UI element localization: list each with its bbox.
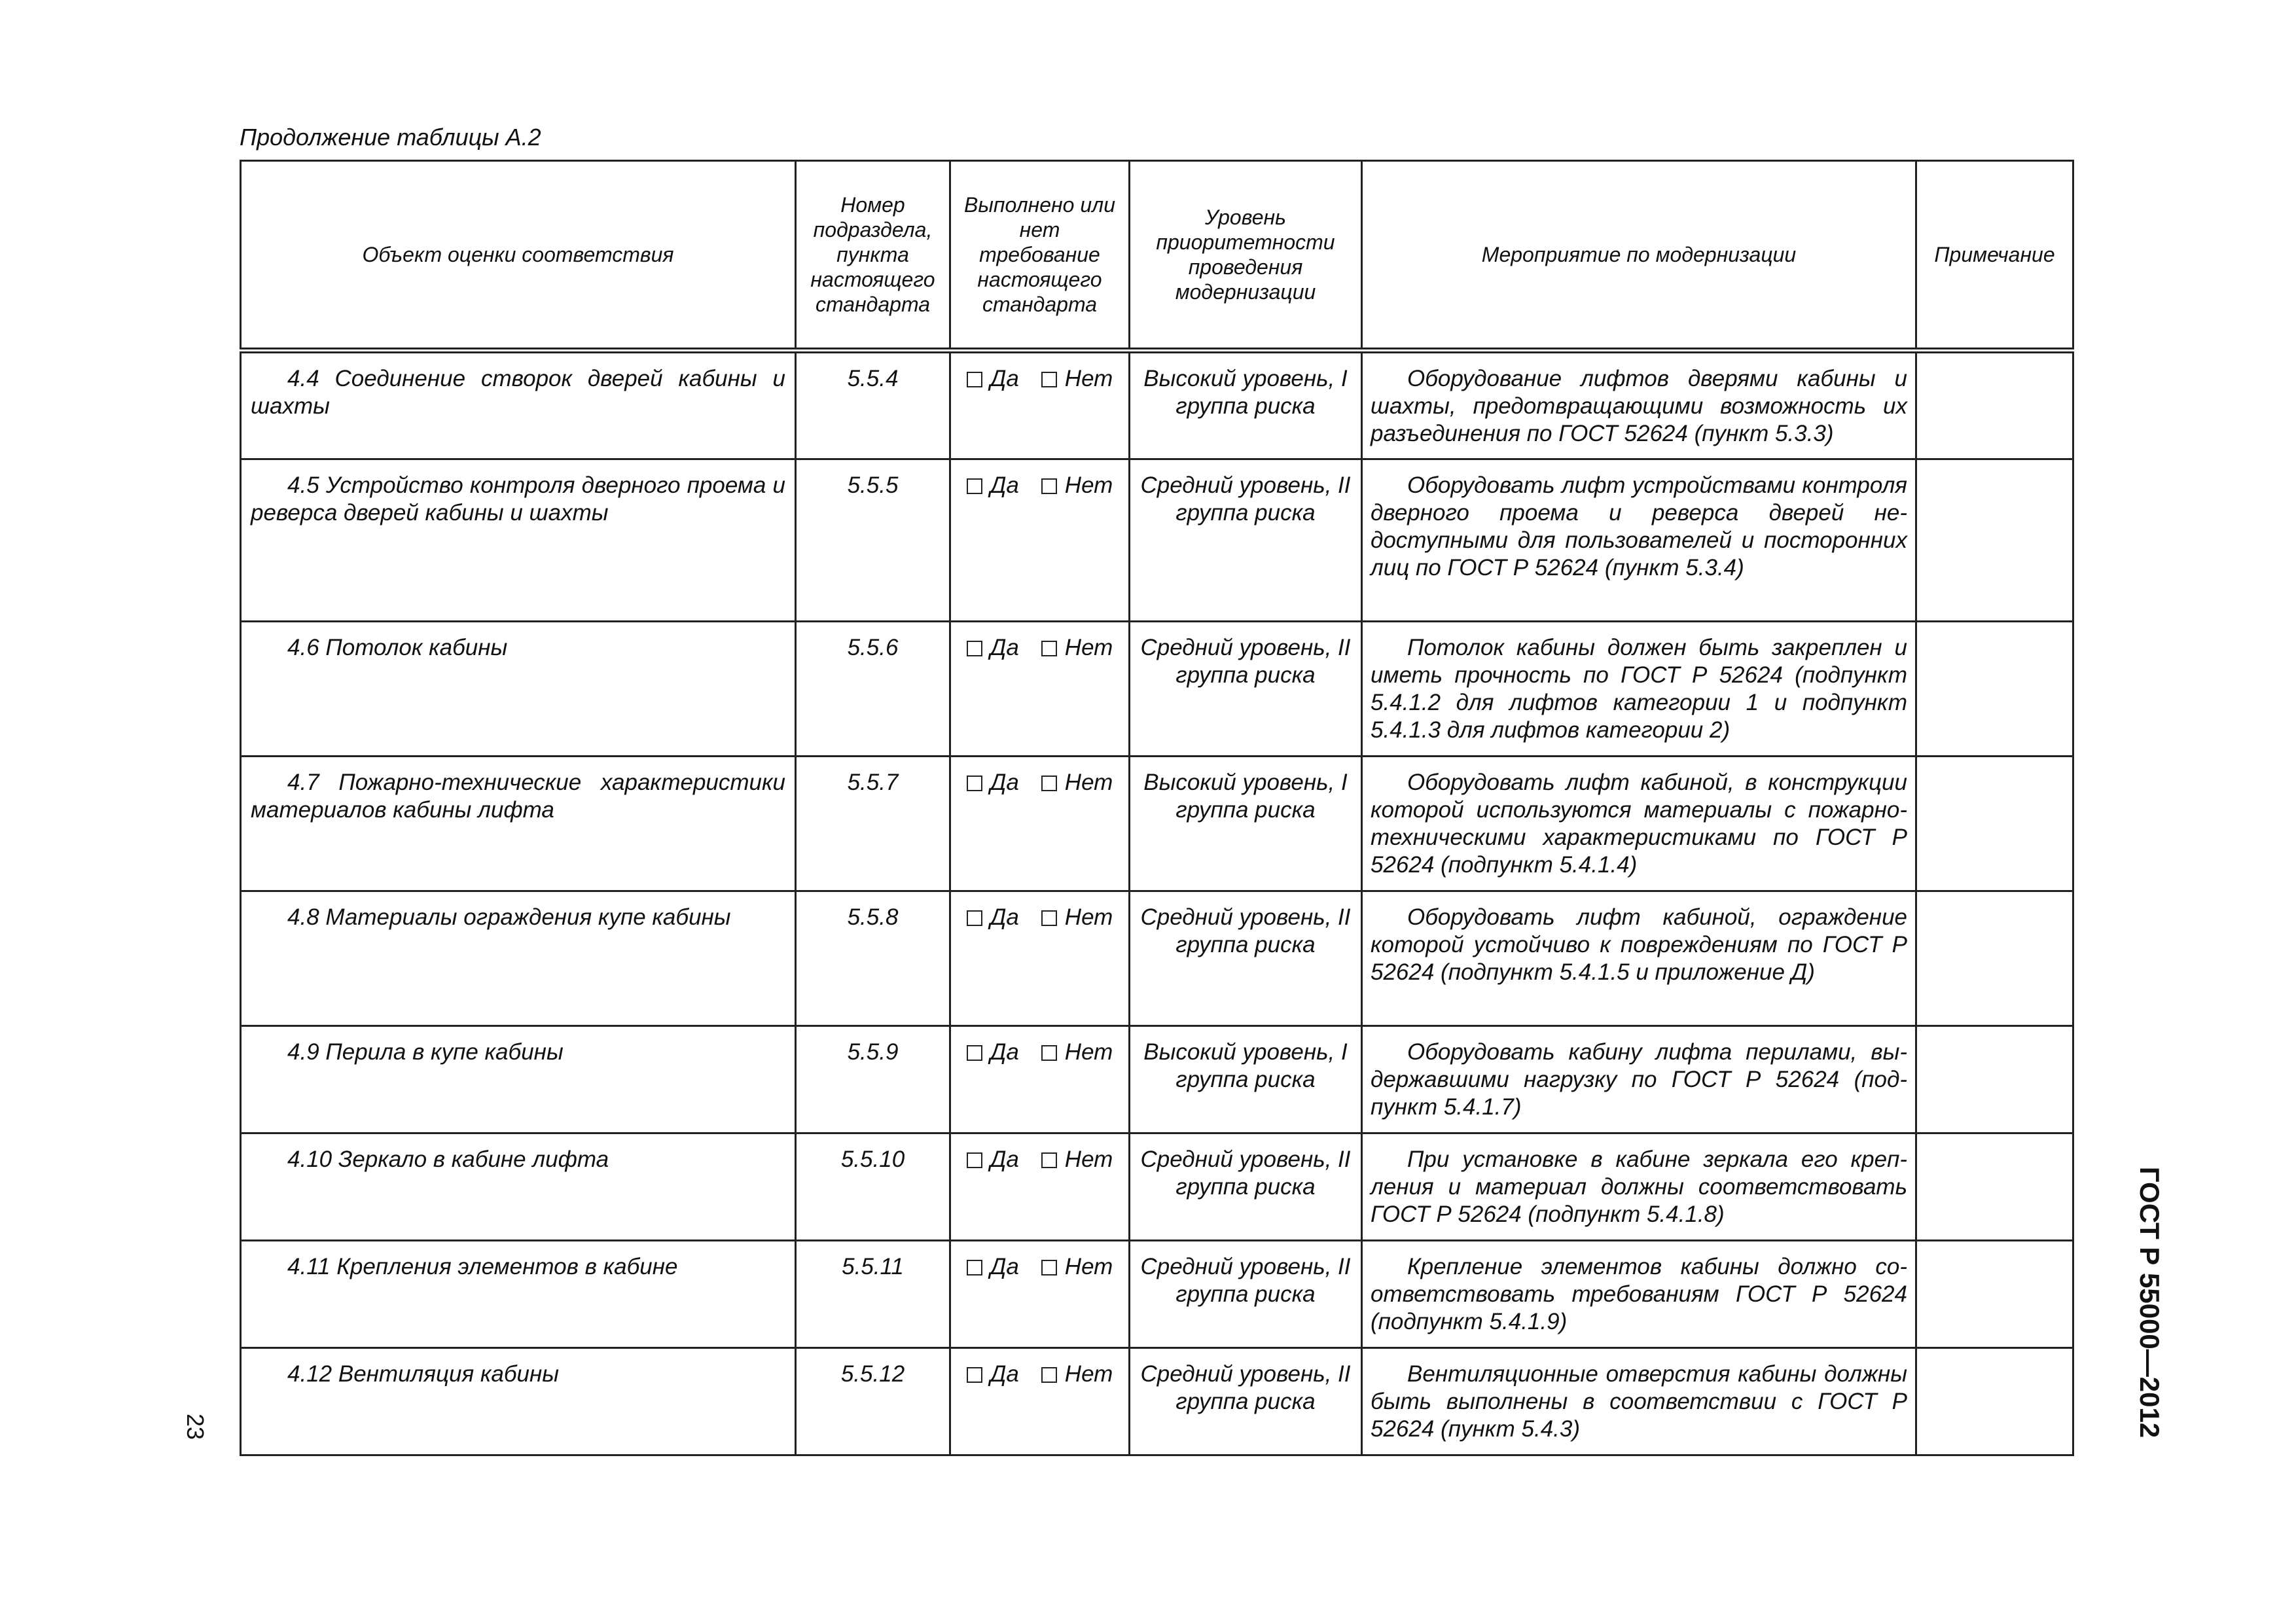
level-cell: Средний уровень, II группа риска: [1130, 1241, 1362, 1348]
option-yes[interactable]: [967, 904, 1019, 930]
option-no-label: Нет: [1064, 904, 1113, 930]
option-yes-label: Да: [990, 904, 1019, 930]
level-cell: Средний уровень, II группа риска: [1130, 1348, 1362, 1455]
object-cell: [241, 1241, 796, 1348]
measure-cell: [1362, 1133, 1916, 1241]
option-no[interactable]: [1041, 904, 1113, 930]
done-cell: [950, 1026, 1130, 1133]
done-cell: [950, 757, 1130, 891]
option-yes[interactable]: [967, 1361, 1019, 1387]
checkbox-yes[interactable]: [967, 910, 982, 926]
table-row: [241, 1241, 2073, 1348]
level-cell: Высокий уровень, I группа риска: [1130, 351, 1362, 459]
assessment-table: [240, 160, 2072, 1456]
section-cell: 5.5.7: [796, 757, 950, 891]
level-cell: Средний уровень, II группа риска: [1130, 1133, 1362, 1241]
checkbox-no[interactable]: [1041, 1045, 1057, 1061]
object-cell: [241, 351, 796, 459]
checkbox-no[interactable]: [1041, 910, 1057, 926]
measure-text: Оборудование лифтов дверями кабины и шахты, предотвращающими возможность их разъединения по ГОСТ 52624 (пункт 5.3.3): [1371, 366, 1907, 446]
checkbox-yes[interactable]: [967, 1045, 982, 1061]
measure-cell: [1362, 757, 1916, 891]
option-yes-label: Да: [990, 1361, 1019, 1387]
option-no-label: Нет: [1064, 366, 1113, 391]
option-yes-label: Да: [990, 366, 1019, 391]
option-no[interactable]: [1041, 473, 1113, 498]
table-row: [241, 757, 2073, 891]
option-yes[interactable]: [967, 770, 1019, 795]
option-no-label: Нет: [1064, 1147, 1113, 1172]
level-cell: Средний уровень, II группа риска: [1130, 891, 1362, 1026]
level-cell: Средний уровень, II группа риска: [1130, 622, 1362, 757]
measure-cell: [1362, 1348, 1916, 1455]
table-row: [241, 1348, 2073, 1455]
note-cell: [1916, 351, 2073, 459]
done-cell: [950, 891, 1130, 1026]
level-cell: Высокий уровень, I группа риска: [1130, 757, 1362, 891]
object-cell: [241, 459, 796, 622]
table-row: [241, 1133, 2073, 1241]
object-text: 4.12 Вентиляция кабины: [287, 1361, 560, 1387]
option-no[interactable]: [1041, 1039, 1113, 1065]
header-note: Примечание: [1916, 161, 2073, 351]
done-cell: [950, 1133, 1130, 1241]
option-yes[interactable]: [967, 366, 1019, 391]
checkbox-yes[interactable]: [967, 478, 982, 494]
note-cell: [1916, 1241, 2073, 1348]
section-cell: 5.5.9: [796, 1026, 950, 1133]
option-yes[interactable]: [967, 635, 1019, 660]
measure-cell: [1362, 351, 1916, 459]
checkbox-yes[interactable]: [967, 1260, 982, 1275]
object-text: 4.6 Потолок кабины: [287, 635, 508, 660]
measure-text: Вентиляционные отверстия кабины должны быть выполнены в соответствии с ГОСТ Р 52624 (пункт 5.4.3): [1371, 1361, 1907, 1442]
checkbox-no[interactable]: [1041, 1152, 1057, 1168]
object-text: 4.7 Пожарно-технические характеристики материалов кабины лифта: [251, 770, 785, 823]
option-no[interactable]: [1041, 1147, 1113, 1172]
table-row: [241, 459, 2073, 622]
option-yes[interactable]: [967, 1254, 1019, 1279]
object-cell: [241, 1133, 796, 1241]
section-cell: 5.5.11: [796, 1241, 950, 1348]
level-cell: Средний уровень, II группа риска: [1130, 459, 1362, 622]
done-cell: [950, 1348, 1130, 1455]
option-no-label: Нет: [1064, 770, 1113, 795]
object-text: 4.9 Перила в купе кабины: [287, 1039, 564, 1065]
option-no-label: Нет: [1064, 1254, 1113, 1279]
section-cell: 5.5.12: [796, 1348, 950, 1455]
done-cell: [950, 459, 1130, 622]
measure-text: Оборудовать кабину лифта перилами, выдержавшими нагрузку по ГОСТ Р 52624 (подпункт 5.4.1.7): [1371, 1039, 1907, 1120]
measure-cell: [1362, 622, 1916, 757]
option-yes-label: Да: [990, 1147, 1019, 1172]
measure-cell: [1362, 1241, 1916, 1348]
object-text: 4.8 Материалы ограждения купе кабины: [287, 904, 731, 930]
note-cell: [1916, 622, 2073, 757]
note-cell: [1916, 757, 2073, 891]
measure-text: Оборудовать лифт кабиной, ограждение которой устойчиво к повреждениям по ГОСТ Р 52624 (подпункт 5.4.1.5 и приложение Д): [1371, 904, 1907, 985]
object-cell: [241, 891, 796, 1026]
checkbox-no[interactable]: [1041, 1260, 1057, 1275]
section-cell: 5.5.4: [796, 351, 950, 459]
document-code-text: ГОСТ Р 55000—2012: [2134, 1166, 2165, 1438]
done-cell: [950, 622, 1130, 757]
page-number: [182, 1407, 208, 1446]
table-caption: Продолжение таблицы А.2: [240, 124, 541, 151]
option-no-label: Нет: [1064, 635, 1113, 660]
option-no-label: Нет: [1064, 1039, 1113, 1065]
option-yes-label: Да: [990, 473, 1019, 498]
table-row: [241, 351, 2073, 459]
object-cell: [241, 1348, 796, 1455]
measure-text: Оборудовать лифт кабиной, в конструкции которой используются материалы с пожарно-техническими характеристиками по ГОСТ Р 52624 (подпункт 5.4.1.4): [1371, 770, 1907, 878]
level-cell: Высокий уровень, I группа риска: [1130, 1026, 1362, 1133]
option-no[interactable]: [1041, 1254, 1113, 1279]
note-cell: [1916, 1026, 2073, 1133]
table-row: [241, 891, 2073, 1026]
measure-cell: [1362, 459, 1916, 622]
section-cell: 5.5.6: [796, 622, 950, 757]
section-cell: 5.5.8: [796, 891, 950, 1026]
checkbox-yes[interactable]: [967, 1152, 982, 1168]
object-text: 4.5 Устройство контроля дверного проема и реверса дверей кабины и шахты: [251, 473, 785, 526]
object-text: 4.4 Соединение створок дверей кабины и шахты: [251, 366, 785, 419]
option-yes-label: Да: [990, 1039, 1019, 1065]
option-yes[interactable]: [967, 1039, 1019, 1065]
checkbox-no[interactable]: [1041, 776, 1057, 791]
option-yes-label: Да: [990, 770, 1019, 795]
measure-text: Потолок кабины должен быть закреплен и иметь прочность по ГОСТ Р 52624 (подпункт 5.4.1.2 для лифтов категории 1 и подпункт 5.4.1.3 для лифтов категории 2): [1371, 635, 1907, 743]
measure-text: При установке в кабине зеркала его крепления и материал должны соответствовать ГОСТ Р 52624 (подпункт 5.4.1.8): [1371, 1147, 1907, 1227]
option-no[interactable]: [1041, 366, 1113, 391]
section-cell: 5.5.5: [796, 459, 950, 622]
option-yes-label: Да: [990, 1254, 1019, 1279]
measure-text: Оборудовать лифт устройствами контроля дверного проема и реверса дверей недоступными для пользователей и посторонних лиц по ГОСТ Р 52624 (пункт 5.3.4): [1371, 473, 1907, 580]
checkbox-yes[interactable]: [967, 1367, 982, 1383]
table-row: [241, 622, 2073, 757]
checkbox-no[interactable]: [1041, 372, 1057, 387]
measure-cell: [1362, 891, 1916, 1026]
object-cell: [241, 1026, 796, 1133]
header-measure: Мероприятие по модернизации: [1362, 161, 1916, 351]
checkbox-no[interactable]: [1041, 641, 1057, 656]
option-yes[interactable]: [967, 1147, 1019, 1172]
measure-cell: [1362, 1026, 1916, 1133]
header-section: Номер подраздела, пункта настоящего стандарта: [796, 161, 950, 351]
header-level: Уровень приоритетности проведения модернизации: [1130, 161, 1362, 351]
measure-text: Крепление элементов кабины должно соответствовать требованиям ГОСТ Р 52624 (подпункт 5.4.1.9): [1371, 1254, 1907, 1334]
note-cell: [1916, 1133, 2073, 1241]
option-no[interactable]: [1041, 770, 1113, 795]
object-cell: [241, 757, 796, 891]
object-text: 4.10 Зеркало в кабине лифта: [287, 1147, 609, 1172]
note-cell: [1916, 891, 2073, 1026]
checkbox-yes[interactable]: [967, 776, 982, 791]
object-cell: [241, 622, 796, 757]
option-no[interactable]: [1041, 635, 1113, 660]
section-cell: 5.5.10: [796, 1133, 950, 1241]
option-no-label: Нет: [1064, 473, 1113, 498]
checkbox-yes[interactable]: [967, 641, 982, 656]
option-yes-label: Да: [990, 635, 1019, 660]
header-done: Выполнено или нет требование настоящего стандарта: [950, 161, 1130, 351]
checkbox-no[interactable]: [1041, 478, 1057, 494]
done-cell: [950, 351, 1130, 459]
option-yes[interactable]: [967, 473, 1019, 498]
done-cell: [950, 1241, 1130, 1348]
option-no[interactable]: [1041, 1361, 1113, 1387]
header-object: Объект оценки соответствия: [241, 161, 796, 351]
table-row: [241, 1026, 2073, 1133]
checkbox-yes[interactable]: [967, 372, 982, 387]
checkbox-no[interactable]: [1041, 1367, 1057, 1383]
object-text: 4.11 Крепления элементов в кабине: [287, 1254, 678, 1279]
table-header-row: [241, 161, 2073, 351]
document-code: [2135, 1152, 2164, 1453]
page-number-text: 23: [182, 1413, 209, 1440]
note-cell: [1916, 459, 2073, 622]
note-cell: [1916, 1348, 2073, 1455]
option-no-label: Нет: [1064, 1361, 1113, 1387]
